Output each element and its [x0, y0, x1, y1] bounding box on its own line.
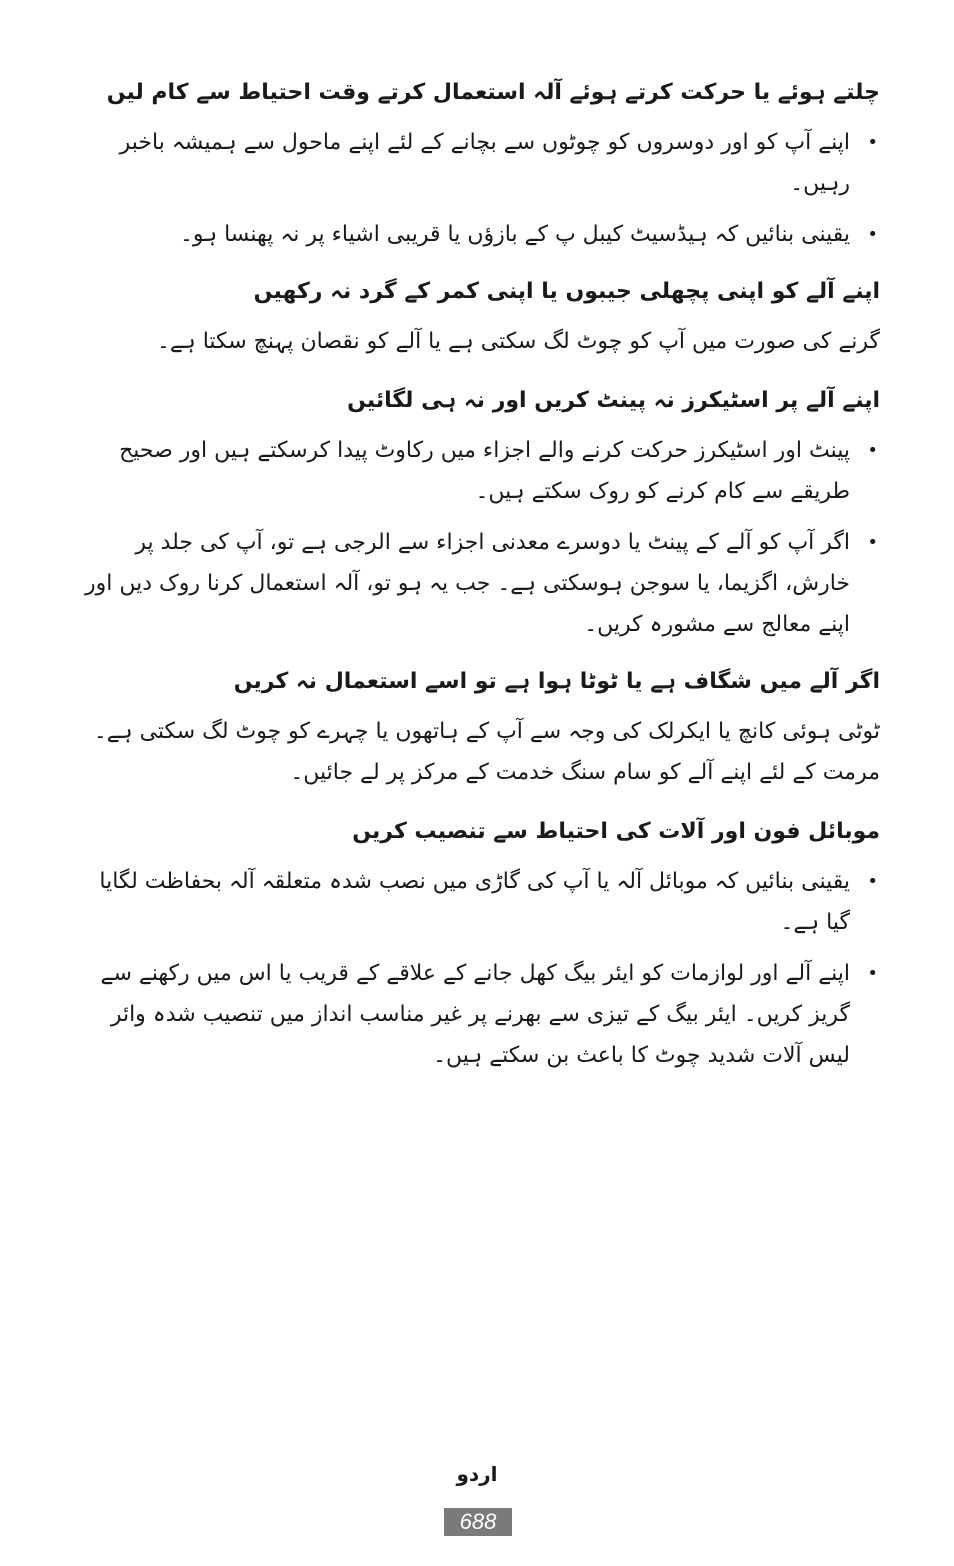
list-item-text: یقینی بنائیں کہ ہیڈسیٹ کیبل پ کے بازؤں یا قریبی اشیاء پر نہ پھنسا ہو۔: [179, 222, 850, 247]
bullet-list-install: [72, 861, 880, 1076]
bullet-list-stickers: [72, 430, 880, 645]
bullet-icon: •: [867, 440, 878, 461]
section-heading-walking: چلتے ہوئے یا حرکت کرتے ہوئے آلہ استعمال کرتے وقت احتیاط سے کام لیں: [106, 80, 880, 105]
bullet-list-walking: [72, 122, 880, 255]
list-item: [72, 122, 880, 204]
list-item: [72, 214, 880, 255]
bullet-icon: •: [867, 132, 878, 153]
list-item-text: یقینی بنائیں کہ موبائل آلہ یا آپ کی گاڑی میں نصب شدہ متعلقہ آلہ بحفاظت لگایا گیا ہے۔: [99, 869, 850, 935]
list-item-text: پینٹ اور اسٹیکرز حرکت کرنے والے اجزاء میں رکاوٹ پیدا کرسکتے ہیں اور صحیح طریقے سے کام کرنے کو روک سکتے ہیں۔: [119, 438, 850, 504]
bullet-icon: •: [867, 224, 878, 245]
document-body: [72, 72, 880, 1092]
section-heading-stickers: اپنے آلے پر اسٹیکرز نہ پینٹ کریں اور نہ ہی لگائیں: [347, 388, 880, 413]
list-item-text: اپنے آلے اور لوازمات کو ایئر بیگ کھل جانے کے علاقے کے قریب یا اس میں رکھنے سے گریز کریں۔ ایئر بیگ کے تیزی سے بھرنے پر غیر مناسب انداز میں تنصیب شدہ وائر لیس آلات شدید چوٹ کا باعث بن سکتے ہیں۔: [100, 961, 850, 1068]
list-item-text: اپنے آپ کو اور دوسروں کو چوٹوں سے بچانے کے لئے اپنے ماحول سے ہمیشہ باخبر رہیں۔: [119, 130, 850, 196]
footer-language-label: اردو: [456, 1462, 498, 1486]
list-item: [72, 522, 880, 645]
bullet-icon: •: [867, 963, 878, 984]
section-heading-cracked: اگر آلے میں شگاف ہے یا ٹوٹا ہوا ہے تو اسے استعمال نہ کریں: [233, 669, 880, 694]
section-heading-pockets: اپنے آلے کو اپنی پچھلی جیبوں یا اپنی کمر کے گرد نہ رکھیں: [253, 279, 880, 304]
list-item: [72, 861, 880, 943]
section-heading-install: موبائل فون اور آلات کی احتیاط سے تنصیب کریں: [352, 819, 880, 844]
list-item: [72, 430, 880, 512]
bullet-icon: •: [867, 871, 878, 892]
list-item-text: اگر آپ کو آلے کے پینٹ یا دوسرے معدنی اجزاء سے الرجی ہے تو، آپ کی جلد پر خارش، اگزیما، یا سوجن ہوسکتی ہے۔ جب یہ ہو تو، آلہ استعمال کرنا روک دیں اور اپنے معالج سے مشورہ کریں۔: [85, 530, 850, 637]
list-item: [72, 953, 880, 1076]
page-number: 688: [444, 1508, 512, 1536]
bullet-icon: •: [867, 532, 878, 553]
section-paragraph-pockets: گرنے کی صورت میں آپ کو چوٹ لگ سکتی ہے یا آلے کو نقصان پہنچ سکتا ہے۔: [157, 329, 880, 354]
section-paragraph-cracked: ٹوٹی ہوئی کانچ یا ایکرلک کی وجہ سے آپ کے ہاتھوں یا چہرے کو چوٹ لگ سکتی ہے۔ مرمت کے لئے اپنے آلے کو سام سنگ خدمت کے مرکز پر لے جائیں۔: [93, 719, 880, 785]
